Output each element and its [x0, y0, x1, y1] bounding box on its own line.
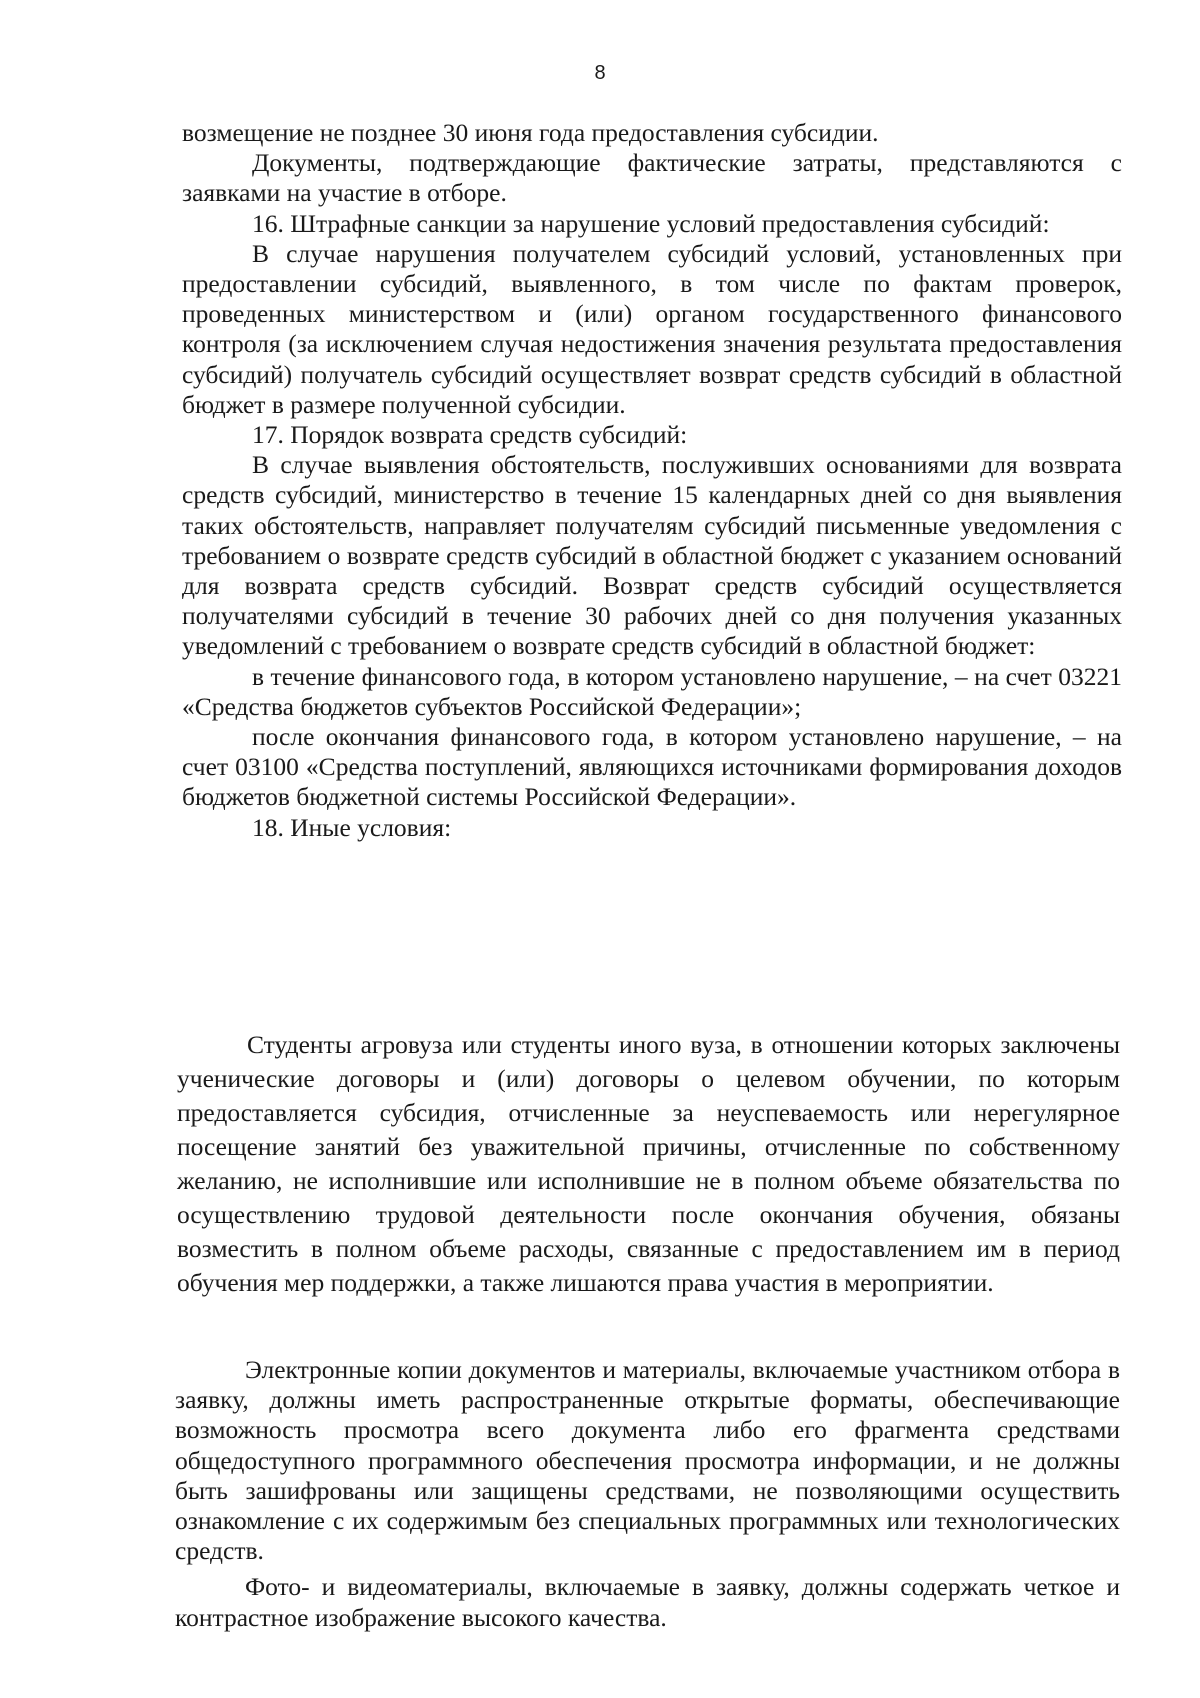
- heading-section-17: 17. Порядок возврата средств субсидий:: [252, 420, 688, 450]
- paragraph-reimbursement-deadline: возмещение не позднее 30 июня года предоставления субсидии.: [182, 118, 879, 147]
- main-text-block: [182, 118, 1122, 843]
- page-number: 8: [594, 62, 606, 84]
- heading-section-18: 18. Иные условия:: [252, 812, 452, 842]
- final-text-block: [175, 1355, 1120, 1633]
- paragraph-documents: Документы, подтверждающие фактические затраты, представляются с заявками на участие в отборе.: [182, 148, 1122, 208]
- paragraph-refund-procedure: В случае выявления обстоятельств, послуживших основаниями для возврата средств субсидий, министерство в течение 15 календарных дней со дня выявления таких обстоятельств, направляет получателям субсидий письменные уведомления с требованием о возврате средств субсидий в областной бюджет с указанием оснований для возврата средств субсидий. Возврат средств субсидий осуществляется получателями субсидий в течение 30 рабочих дней со дня получения указанных уведомлений с требованием о возврате средств субсидий в областной бюджет:: [182, 450, 1122, 661]
- paragraph-photo-video: Фото- и видеоматериалы, включаемые в заявку, должны содержать четкое и контрастное изображение высокого качества.: [175, 1572, 1120, 1632]
- paragraph-students: Студенты агровуза или студенты иного вуза, в отношении которых заключены ученические договоры и (или) договоры о целевом обучении, по которым предоставляется субсидия, отчисленные за неуспеваемость или нерегулярное посещение занятий без уважительной причины, отчисленные по собственному желанию, не исполнившие или исполнившие не в полном объеме обязательства по осуществлению трудовой деятельности после окончания обучения, обязаны возместить в полном объеме расходы, связанные с предоставлением им в период обучения мер поддержки, а также лишаются права участия в мероприятии.: [177, 1030, 1120, 1297]
- students-text-block: [177, 1028, 1120, 1300]
- heading-section-16: 16. Штрафные санкции за нарушение условий предоставления субсидий:: [252, 208, 1050, 238]
- paragraph-account-03221: в течение финансового года, в котором установлено нарушение, – на счет 03221 «Средства бюджетов субъектов Российской Федерации»;: [182, 661, 1122, 721]
- paragraph-electronic-copies: Электронные копии документов и материалы, включаемые участником отбора в заявку, должны иметь распространенные открытые форматы, обеспечивающие возможность просмотра всего документа либо его фрагмента средствами общедоступного программного обеспечения просмотра информации, и не должны быть зашифрованы или защищены средствами, не позволяющими осуществить ознакомление с их содержимым без специальных программных или технологических средств.: [175, 1355, 1120, 1566]
- paragraph-account-03100: после окончания финансового года, в котором установлено нарушение, – на счет 03100 «Средства поступлений, являющихся источниками формирования доходов бюджетов бюджетной системы Российской Федерации».: [182, 722, 1122, 812]
- paragraph-penalties: В случае нарушения получателем субсидий условий, установленных при предоставлении субсидий, выявленного, в том числе по фактам проверок, проведенных министерством и (или) органом государственного финансового контроля (за исключением случая недостижения значения результата предоставления субсидий) получатель субсидий осуществляет возврат средств субсидий в областной бюджет в размере полученной субсидии.: [182, 238, 1122, 419]
